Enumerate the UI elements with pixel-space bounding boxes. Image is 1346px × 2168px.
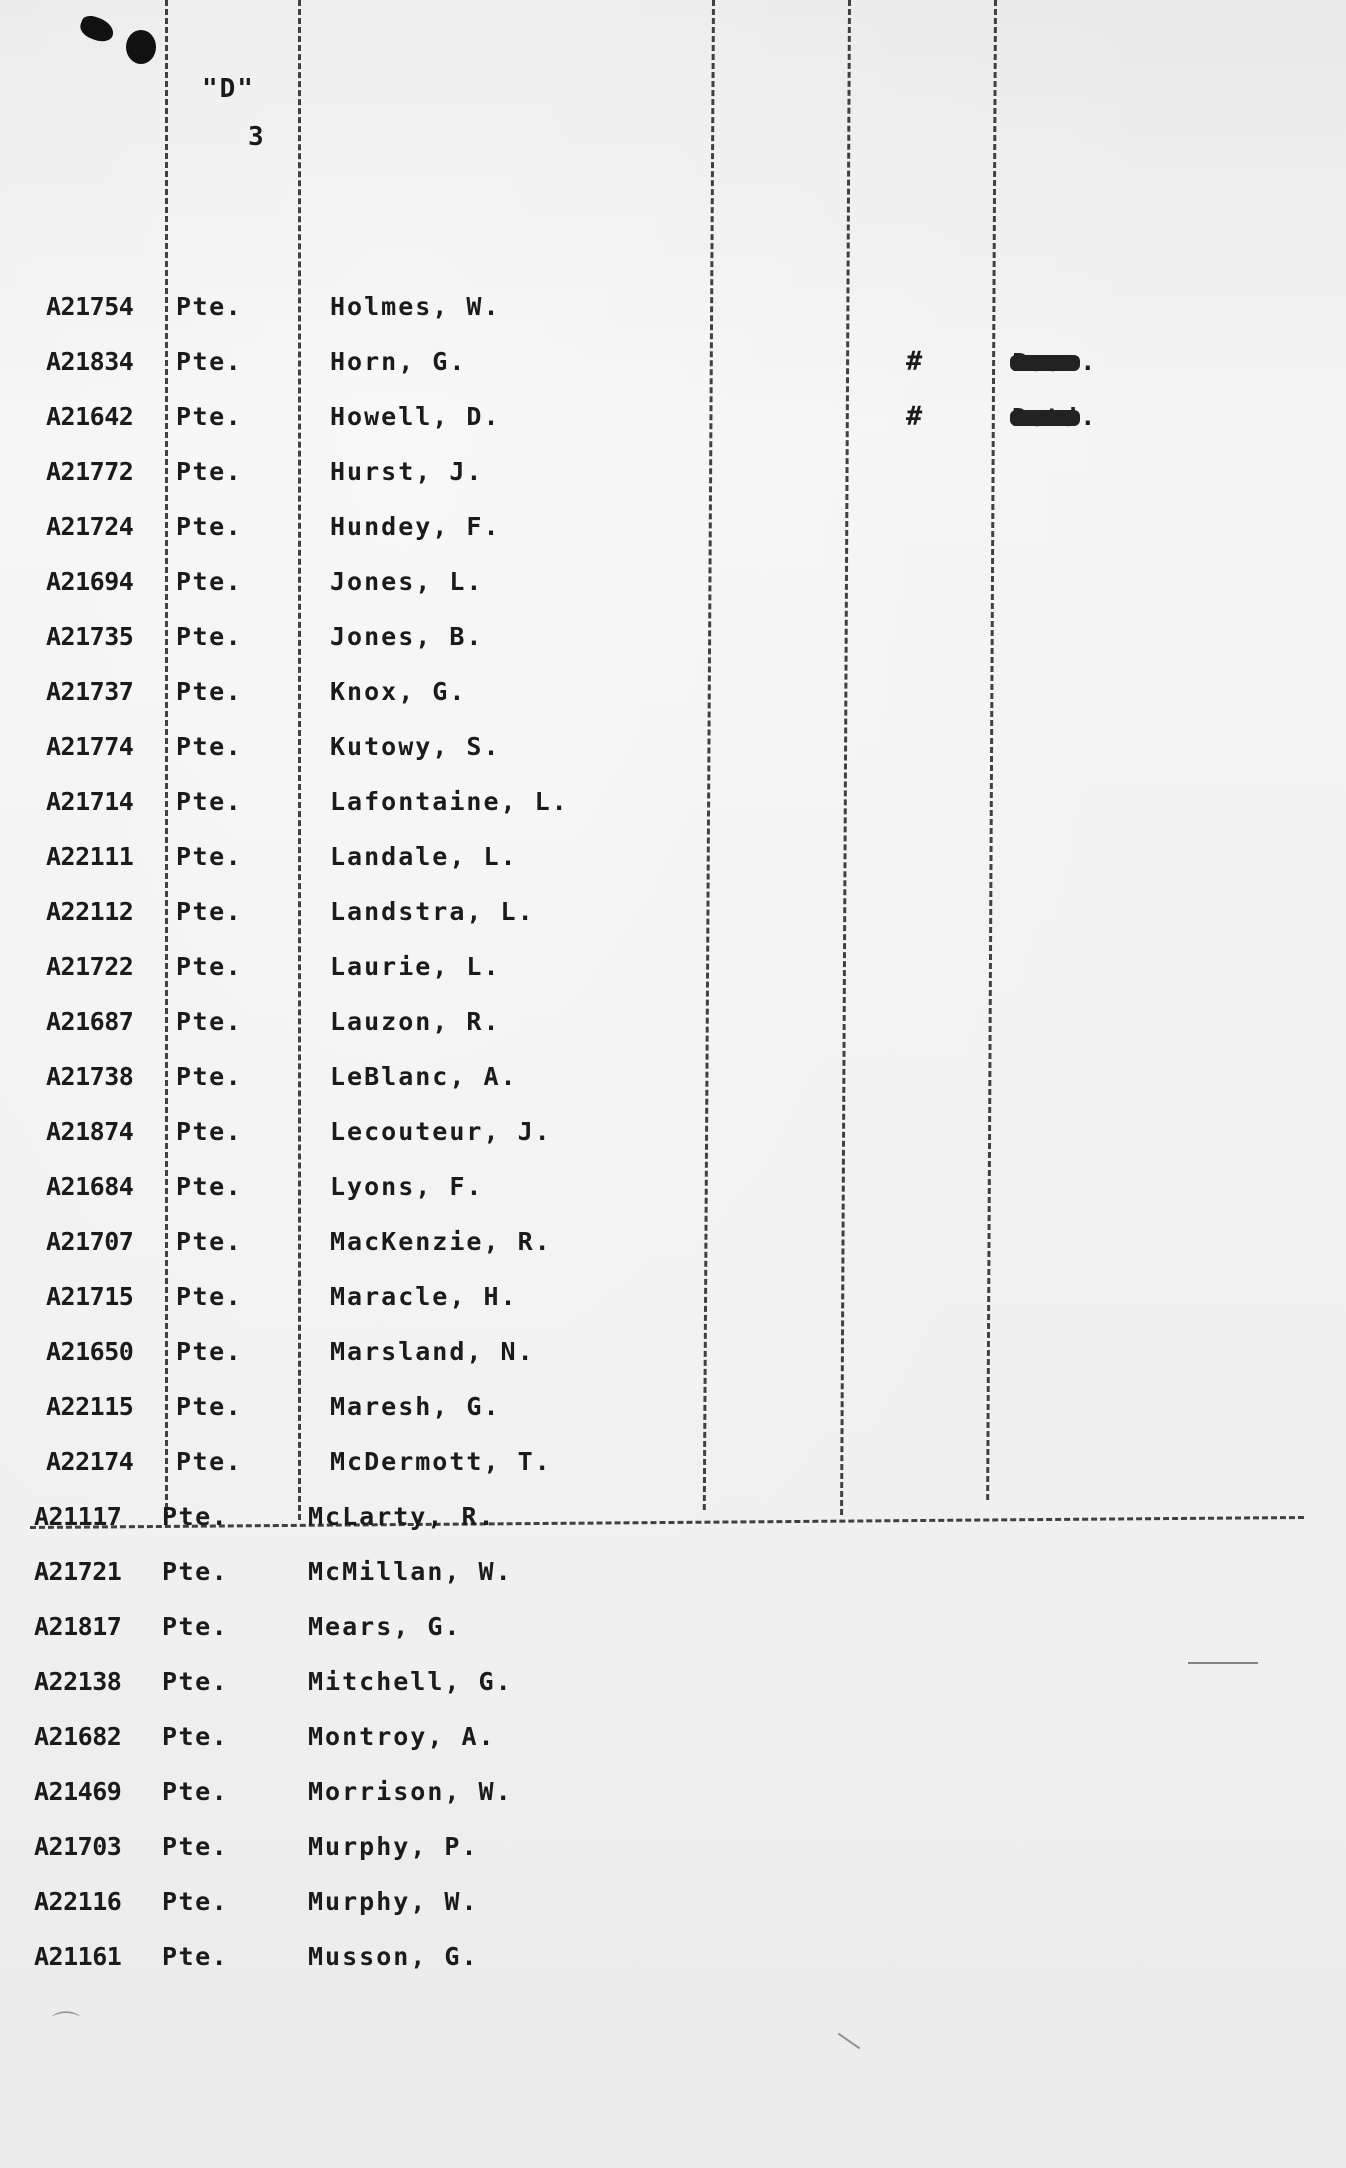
soldier-name: Landale, L. — [330, 842, 518, 871]
service-number: A21714 — [46, 787, 134, 816]
struck-remark: Posn — [1012, 348, 1079, 377]
roll-entry — [0, 1380, 1346, 1434]
service-number: A22111 — [46, 842, 134, 871]
service-number: A21754 — [46, 292, 134, 321]
pencil-tick — [838, 2033, 860, 2050]
soldier-name: McLarty, R. — [308, 1502, 496, 1531]
soldier-name: MacKenzie, R. — [330, 1227, 552, 1256]
soldier-name: Jones, B. — [330, 622, 484, 651]
roll-entry — [0, 1325, 1346, 1379]
rank: Pte. — [162, 1502, 229, 1531]
roll-entry — [0, 885, 1346, 939]
roll-entry — [0, 445, 1346, 499]
rank: Pte. — [162, 1722, 229, 1751]
service-number: A21642 — [46, 402, 134, 431]
roll-entry — [0, 1710, 1346, 1764]
service-number: A21707 — [46, 1227, 134, 1256]
soldier-name: Murphy, W. — [308, 1887, 479, 1916]
rank: Pte. — [162, 1887, 229, 1916]
roll-entry — [0, 1270, 1346, 1324]
rank: Pte. — [176, 622, 243, 651]
service-number: A21724 — [46, 512, 134, 541]
service-number: A21738 — [46, 1062, 134, 1091]
roll-entry — [0, 1490, 1346, 1544]
service-number: A21161 — [34, 1942, 122, 1971]
rank: Pte. — [162, 1777, 229, 1806]
soldier-name: Horn, G. — [330, 347, 467, 376]
soldier-name: Morrison, W. — [308, 1777, 513, 1806]
service-number: A21469 — [34, 1777, 122, 1806]
rank: Pte. — [176, 1062, 243, 1091]
roll-entry — [0, 1820, 1346, 1874]
soldier-name: Lauzon, R. — [330, 1007, 501, 1036]
rank: Pte. — [176, 1117, 243, 1146]
rank: Pte. — [176, 402, 243, 431]
service-number: A21117 — [34, 1502, 122, 1531]
service-number: A22174 — [46, 1447, 134, 1476]
rank: Pte. — [176, 457, 243, 486]
roll-entry — [0, 335, 1346, 389]
service-number: A22115 — [46, 1392, 134, 1421]
roll-entry — [0, 1600, 1346, 1654]
service-number: A22116 — [34, 1887, 122, 1916]
rank: Pte. — [176, 1172, 243, 1201]
roll-entry — [0, 1875, 1346, 1929]
service-number: A21684 — [46, 1172, 134, 1201]
service-number: A21715 — [46, 1282, 134, 1311]
rank: Pte. — [176, 732, 243, 761]
struck-remark: Detd — [1012, 403, 1079, 432]
roll-entry — [0, 1765, 1346, 1819]
rank: Pte. — [162, 1832, 229, 1861]
soldier-name: Hurst, J. — [330, 457, 484, 486]
rank: Pte. — [176, 1282, 243, 1311]
pencil-mark: ⌒ — [52, 2009, 81, 2042]
roll-entry — [0, 775, 1346, 829]
ink-blot — [126, 30, 156, 64]
roll-entry — [0, 1435, 1346, 1489]
rank: Pte. — [176, 952, 243, 981]
rank: Pte. — [176, 292, 243, 321]
roll-entry — [0, 390, 1346, 444]
roll-entry — [0, 610, 1346, 664]
soldier-name: Maracle, H. — [330, 1282, 518, 1311]
service-number: A21687 — [46, 1007, 134, 1036]
remark: Posn. — [1012, 347, 1097, 377]
rank: Pte. — [176, 1392, 243, 1421]
soldier-name: Howell, D. — [330, 402, 501, 431]
soldier-name: Knox, G. — [330, 677, 467, 706]
soldier-name: Mears, G. — [308, 1612, 462, 1641]
service-number: A22138 — [34, 1667, 122, 1696]
service-number: A21834 — [46, 347, 134, 376]
soldier-name: Hundey, F. — [330, 512, 501, 541]
rank: Pte. — [176, 897, 243, 926]
rank: Pte. — [176, 1447, 243, 1476]
roll-entry — [0, 1160, 1346, 1214]
roll-entry — [0, 720, 1346, 774]
roll-entry — [0, 995, 1346, 1049]
soldier-name: Montroy, A. — [308, 1722, 496, 1751]
rank: Pte. — [162, 1667, 229, 1696]
hash-mark: # — [906, 346, 924, 377]
soldier-name: Holmes, W. — [330, 292, 501, 321]
service-number: A21694 — [46, 567, 134, 596]
rank: Pte. — [176, 787, 243, 816]
rank: Pte. — [176, 842, 243, 871]
soldier-name: Murphy, P. — [308, 1832, 479, 1861]
soldier-name: Lafontaine, L. — [330, 787, 569, 816]
roll-entry — [0, 1655, 1346, 1709]
soldier-name: Jones, L. — [330, 567, 484, 596]
service-number: A21721 — [34, 1557, 122, 1586]
roll-entry — [0, 500, 1346, 554]
rank: Pte. — [176, 677, 243, 706]
service-number: A21650 — [46, 1337, 134, 1366]
soldier-name: Landstra, L. — [330, 897, 535, 926]
ink-blot — [77, 13, 116, 45]
roll-entry — [0, 1545, 1346, 1599]
rank: Pte. — [162, 1612, 229, 1641]
rank: Pte. — [176, 567, 243, 596]
rank: Pte. — [176, 347, 243, 376]
soldier-name: Musson, G. — [308, 1942, 479, 1971]
soldier-name: Lecouteur, J. — [330, 1117, 552, 1146]
service-number: A21772 — [46, 457, 134, 486]
soldier-name: Maresh, G. — [330, 1392, 501, 1421]
page-number: 3 — [248, 122, 266, 152]
service-number: A21874 — [46, 1117, 134, 1146]
roll-entry — [0, 1930, 1346, 1984]
roll-entry — [0, 940, 1346, 994]
rank: Pte. — [176, 1337, 243, 1366]
roll-entry — [0, 555, 1346, 609]
remark: Detd. — [1012, 402, 1097, 432]
service-number: A21682 — [34, 1722, 122, 1751]
service-number: A21722 — [46, 952, 134, 981]
soldier-name: Lyons, F. — [330, 1172, 484, 1201]
section-label: "D" — [202, 74, 255, 104]
roll-entry — [0, 1050, 1346, 1104]
rank: Pte. — [162, 1557, 229, 1586]
service-number: A21703 — [34, 1832, 122, 1861]
service-number: A21735 — [46, 622, 134, 651]
service-number: A21817 — [34, 1612, 122, 1641]
soldier-name: LeBlanc, A. — [330, 1062, 518, 1091]
soldier-name: McDermott, T. — [330, 1447, 552, 1476]
soldier-name: Laurie, L. — [330, 952, 501, 981]
service-number: A22112 — [46, 897, 134, 926]
rank: Pte. — [176, 1007, 243, 1036]
soldier-name: Kutowy, S. — [330, 732, 501, 761]
soldier-name: McMillan, W. — [308, 1557, 513, 1586]
hash-mark: # — [906, 401, 924, 432]
roll-entry — [0, 830, 1346, 884]
rank: Pte. — [176, 512, 243, 541]
rank: Pte. — [176, 1227, 243, 1256]
roll-entry — [0, 665, 1346, 719]
soldier-name: Marsland, N. — [330, 1337, 535, 1366]
service-number: A21737 — [46, 677, 134, 706]
service-number: A21774 — [46, 732, 134, 761]
roll-entry — [0, 1215, 1346, 1269]
roll-entry — [0, 1105, 1346, 1159]
rank: Pte. — [162, 1942, 229, 1971]
soldier-name: Mitchell, G. — [308, 1667, 513, 1696]
roll-entry — [0, 280, 1346, 334]
